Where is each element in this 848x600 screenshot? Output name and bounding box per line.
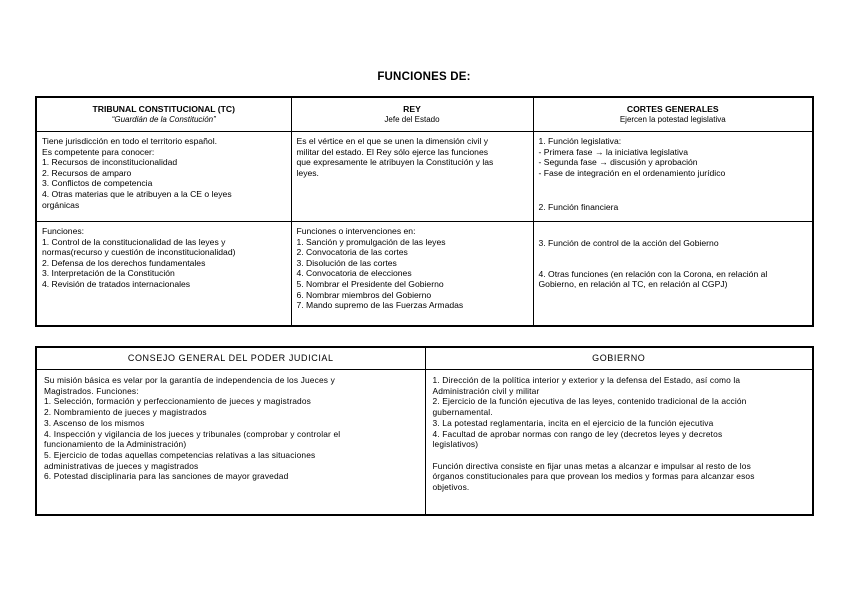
- text-line: Funciones:: [42, 226, 85, 236]
- cell-rey-funciones: [291, 222, 533, 327]
- funciones-table-bottom: [35, 346, 814, 516]
- text-line: 2. Función financiera: [538, 202, 619, 213]
- text-line: 1. Selección, formación y perfeccionamiento de jueces y magistrados: [44, 396, 312, 407]
- text-line: órganos constitucionales para que provean los medios y formas para alcanzar esos: [432, 471, 755, 482]
- text-line: 5. Ejercicio de todas aquellas competencias relativas a las situaciones: [44, 449, 316, 460]
- page-title: FUNCIONES DE:: [377, 71, 471, 83]
- text-line: 1. Control de la constitucionalidad de las leyes y: [42, 236, 226, 247]
- text-line: 1. Función legislativa:: [538, 136, 622, 146]
- text-line: militar del estado. El Rey sólo ejerce las funciones: [296, 146, 489, 157]
- text-line: 3. Función de control de la acción del Gobierno: [538, 238, 719, 248]
- text-line: 2. Defensa de los derechos fundamentales: [42, 257, 206, 268]
- text-line: gubernamental.: [432, 407, 493, 418]
- cell-cortes-funciones-2: [533, 222, 813, 327]
- text-line: 4. Facultad de aprobar normas con rango de ley (decretos leyes y decretos: [432, 428, 723, 439]
- table-row: [36, 132, 813, 222]
- text-line: 2. Convocatoria de las cortes: [296, 247, 408, 258]
- text-line: Funciones o intervenciones en:: [296, 226, 416, 236]
- text-line: 4. Otras materias que le atribuyen a la CE o leyes: [42, 188, 232, 199]
- text-line: 3. Conflictos de competencia: [42, 178, 153, 189]
- text-line: 7. Mando supremo de las Fuerzas Armadas: [296, 300, 464, 311]
- text-line: Tiene jurisdicción en todo el territorio español.: [42, 136, 217, 146]
- text-line: Su misión básica es velar por la garantía de independencia de los Jueces y: [44, 375, 335, 385]
- header-tribunal-constitucional: [36, 97, 291, 132]
- text-line: 4. Inspección y vigilancia de los jueces y tribunales (comprobar y controlar el: [44, 428, 341, 439]
- text-line: 3. Interpretación de la Constitución: [42, 268, 175, 279]
- header-gobierno: GOBIERNO: [425, 347, 813, 370]
- header-title: REY: [403, 104, 421, 114]
- text-line: que expresamente le atribuyen la Constitución y las: [296, 157, 494, 168]
- text-line: 1. Sanción y promulgación de las leyes: [296, 236, 446, 247]
- text-line: Gobierno, en relación al TC, en relación al CGPJ): [538, 279, 728, 290]
- header-row: [36, 347, 813, 370]
- text-line: 2. Ejercicio de la función ejecutiva de las leyes, contenido tradicional de la acción: [432, 396, 747, 407]
- text-line: orgánicas: [42, 199, 80, 210]
- cell-tc-jurisdiccion: [36, 132, 291, 222]
- header-subtitle: “Guardián de la Constitución”: [111, 115, 216, 124]
- cell-rey-descripcion: [291, 132, 533, 222]
- header-title: CORTES GENERALES: [626, 104, 719, 114]
- text-line: administrativas de jueces y magistrados: [44, 460, 199, 471]
- table-row: [36, 370, 813, 516]
- header-cgpj: CONSEJO GENERAL DEL PODER JUDICIAL: [36, 347, 425, 370]
- text-line: Administración civil y militar: [432, 385, 540, 396]
- text-line: 2. Recursos de amparo: [42, 167, 132, 178]
- spacer: [539, 178, 808, 194]
- text-line: normas(recurso y cuestión de inconstitucionalidad): [42, 247, 236, 258]
- header-title: TRIBUNAL CONSTITUCIONAL (TC): [92, 104, 235, 114]
- text-line: legislativos): [432, 439, 479, 450]
- text-line: 6. Nombrar miembros del Gobierno: [296, 289, 432, 300]
- text-line: objetivos.: [432, 481, 470, 492]
- text-line: 1. Recursos de inconstitucionalidad: [42, 157, 178, 168]
- header-row: [36, 97, 813, 132]
- text-line: 4. Revisión de tratados internacionales: [42, 278, 191, 289]
- cell-tc-funciones: [36, 222, 291, 327]
- text-line: Función directiva consiste en fijar unas metas a alcanzar e impulsar al resto de los: [432, 460, 751, 471]
- header-cortes-generales: [533, 97, 813, 132]
- text-line: leyes.: [296, 167, 319, 178]
- cell-cortes-funciones-1: [533, 132, 813, 222]
- funciones-table-top: [35, 96, 814, 327]
- header-subtitle: Jefe del Estado: [384, 115, 440, 124]
- header-rey: [291, 97, 533, 132]
- spacer: [433, 450, 806, 461]
- text-line: 4. Otras funciones (en relación con la Corona, en relación al: [538, 268, 768, 279]
- text-line: funcionamiento de la Administración): [44, 439, 187, 450]
- cell-cgpj: [36, 370, 425, 516]
- table-row: [36, 222, 813, 327]
- text-line: 6. Potestad disciplinaria para las sanciones de mayor gravedad: [44, 471, 289, 482]
- cell-gobierno: [425, 370, 813, 516]
- text-line: 5. Nombrar el Presidente del Gobierno: [296, 278, 444, 289]
- text-line: 4. Convocatoria de elecciones: [296, 268, 412, 279]
- header-subtitle: Ejercen la potestad legislativa: [619, 115, 726, 124]
- text-line: - Primera fase → la iniciativa legislativa: [538, 146, 688, 157]
- text-line: Es competente para conocer:: [42, 146, 155, 157]
- text-line: 2. Nombramiento de jueces y magistrados: [44, 407, 207, 418]
- text-line: - Segunda fase → discusión y aprobación: [538, 157, 698, 168]
- text-line: 3. Ascenso de los mismos: [44, 417, 145, 428]
- text-line: - Fase de integración en el ordenamiento jurídico: [538, 167, 726, 178]
- text-line: 3. Disolución de las cortes: [296, 257, 397, 268]
- text-line: Es el vértice en el que se unen la dimensión civil y: [296, 136, 489, 146]
- text-line: 1. Dirección de la política interior y exterior y la defensa del Estado, así como la: [432, 375, 741, 385]
- text-line: Magistrados. Funciones:: [44, 385, 139, 396]
- text-line: 3. La potestad reglamentaria, incita en el ejercicio de la función ejecutiva: [432, 417, 714, 428]
